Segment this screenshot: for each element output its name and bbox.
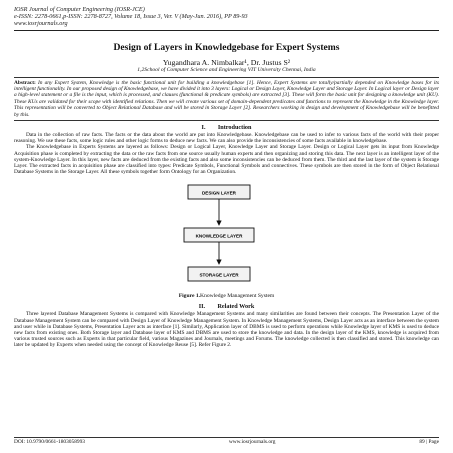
- storage-layer-label: STORAGE LAYER: [199, 272, 239, 278]
- figure-1-caption: [14, 293, 439, 300]
- footer-page-number: 89 | Page: [419, 439, 439, 445]
- figure-caption-text: Knowledge Management System: [200, 293, 275, 300]
- journal-header: [14, 6, 439, 31]
- related-work-paragraph-1: Three layered Database Management Systems is compared with Knowledge Management Systems and many similarities are found between their concepts. The Presentation Layer of the Database Management System can be compared with Design Layer of Knowledge Management System. In Knowledge Management Systems, Design Layer acts as an interface between the system and user while in Database Systems, Presentation Layer acts as interface [1]. Similarly, Application layer of DBMS is used to perform operations while Knowledge layer of KMS is used to deduce new facts from existing ones. Both Storage layer and Database layer of KMS and DBMS are used to store the knowledge and data. In the design layer of the KMS, knowledge is acquired from various trusted sources such as Experts in that particular field, various Magazines and Journals, meetings and Forums. The knowledge collected is then classified and stored. This knowledge can later be updated by Experts when needed using the concept of Knowledge Reuse [5]. Refer Figure 2.: [14, 311, 439, 349]
- figure-1: [0, 175, 453, 293]
- journal-name: IOSR Journal of Computer Engineering (IOSR-JCE): [14, 6, 145, 13]
- section-heading-related-work: II. Related Work: [198, 303, 255, 311]
- section-heading-introduction: I. Introduction: [201, 124, 252, 132]
- paper-affiliation: 1,2School of Computer Science and Engineering VIT University Chennai, India: [137, 66, 316, 73]
- footer-website[interactable]: www.iosrjournals.org: [228, 439, 276, 445]
- journal-issn: e-ISSN: 2278-0661,p-ISSN: 2278-8727, Volume 18, Issue 3, Ver. V (May-Jun. 2016), PP 89-93: [14, 13, 248, 21]
- knowledge-management-diagram: [0, 175, 453, 293]
- paper-title: Design of Layers in Knowledgebase for Expert Systems: [113, 41, 340, 53]
- paper-authors: Yugandhara A. Nimbalkar¹, Dr. Justus S²: [162, 57, 291, 67]
- footer-doi: DOI: 10.9790/0661-1803058993: [14, 439, 85, 445]
- intro-paragraph-1: Data in the collection of raw facts. The facts or the data about the world are put into Knowledgebase. Knowledgebase can be used to infer to various facts of the world with their proper reasoning. We use these facts, some logic rules and other logic forms to deduce new facts. We can also provide the inconsistencies of some facts available in knowledgebase.: [14, 132, 439, 145]
- journal-website: www.iosrjournals.org: [14, 20, 68, 28]
- knowledge-layer-label: KNOWLEDGE LAYER: [195, 233, 243, 239]
- figure-caption-label: Figure 1.: [178, 293, 201, 300]
- abstract-text: In any Expert System, Knowledge is the basic functional unit for building a knowledgebase [1]. Hence, Expert Systems are totally/partially depended on Knowledge bases for its intelligent functionality. In our proposed design of Knowledgebase, we have divided it into 3 layers: Logical or Design Layer, Knowledge Layer and Storage Layer. In Logical layer or Design layer a high-level statement or a file is the input, which is processed, and clauses (functional & predicate symbols) are extracted [3]. These will form the basic unit for designing a knowledge unit (KU). These KUs are validated for their scope with identified relations. Then we will create various set of domain-dependent predicates and functions to represent the Knowledge in the Knowledge layer. This representation will be converted to Object Relational Database and will be stored in Storage Layer [2]. Researchers working in design and development of Knowledgebase will be benefitted by this.: [14, 79, 439, 118]
- intro-paragraph-2: The Knowledgebase in Experts Systems are layered as follows: Design or Logical Layer, Knowledge Layer and Storage Layer. Design or Logical Layer gets its input from Knowledge Acquisition phase is completed by extracting the data or the raw facts from one source usually human experts and then organizing and storing this data. The next layer is an intelligent layer of the system-Knowledge Layer. In this layer, new facts are deduced from the existing facts and also some inconsistencies can be deduced from them. The third and the last layer of the system is Storage Layer. The extracted facts in acquisition phase are classified into types: Predicate Symbols, Functional Symbols and connectives. These symbols are then stored in the form of Object Relational Database Systems in the Storage Layer. All these symbols together form Ontology for an Organization.: [14, 144, 439, 176]
- footer-rule: [14, 437, 439, 438]
- design-layer-label: DESIGN LAYER: [201, 190, 237, 196]
- abstract-block: [14, 77, 439, 121]
- page-footer: [14, 439, 439, 446]
- header-rule: [14, 30, 439, 31]
- abstract-label: Abstract:: [14, 79, 36, 86]
